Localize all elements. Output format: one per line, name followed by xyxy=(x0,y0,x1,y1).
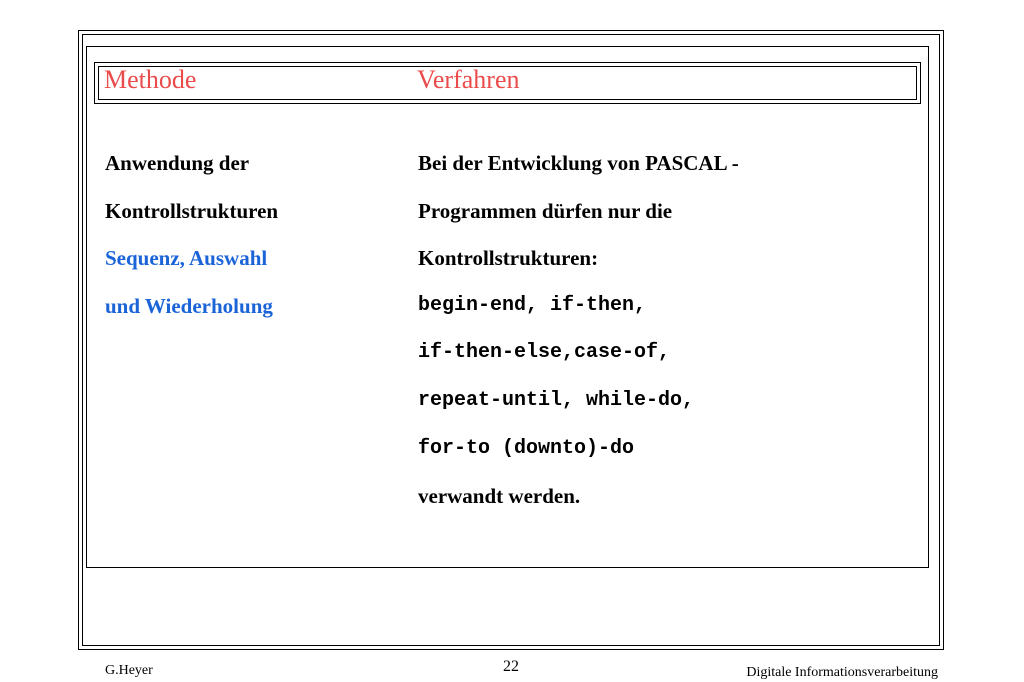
method-line-highlight: und Wiederholung xyxy=(105,293,273,318)
procedure-column xyxy=(418,143,739,524)
header-procedure: Verfahren xyxy=(417,65,520,94)
procedure-line: Bei der Entwicklung von PASCAL - xyxy=(418,151,739,175)
procedure-line: Programmen dürfen nur die xyxy=(418,198,673,223)
procedure-code-line: for-to (downto)-do xyxy=(418,436,635,460)
method-column xyxy=(105,143,278,333)
header-method: Methode xyxy=(104,65,197,94)
procedure-code-line: begin-end, if-then, xyxy=(418,293,647,317)
procedure-line: Kontrollstrukturen: xyxy=(418,246,599,271)
method-line: Anwendung der xyxy=(105,151,250,175)
procedure-code-line: if-then-else,case-of, xyxy=(418,341,671,365)
method-line: Kontrollstrukturen xyxy=(105,198,279,223)
footer-course: Digitale Informationsverarbeitung xyxy=(746,665,938,680)
method-line-highlight: Sequenz, Auswahl xyxy=(105,246,268,271)
procedure-code-line: repeat-until, while-do, xyxy=(418,388,695,412)
procedure-line: verwandt werden. xyxy=(418,484,581,509)
footer-author: G.Heyer xyxy=(105,663,153,678)
footer-page-number: 22 xyxy=(503,658,519,675)
